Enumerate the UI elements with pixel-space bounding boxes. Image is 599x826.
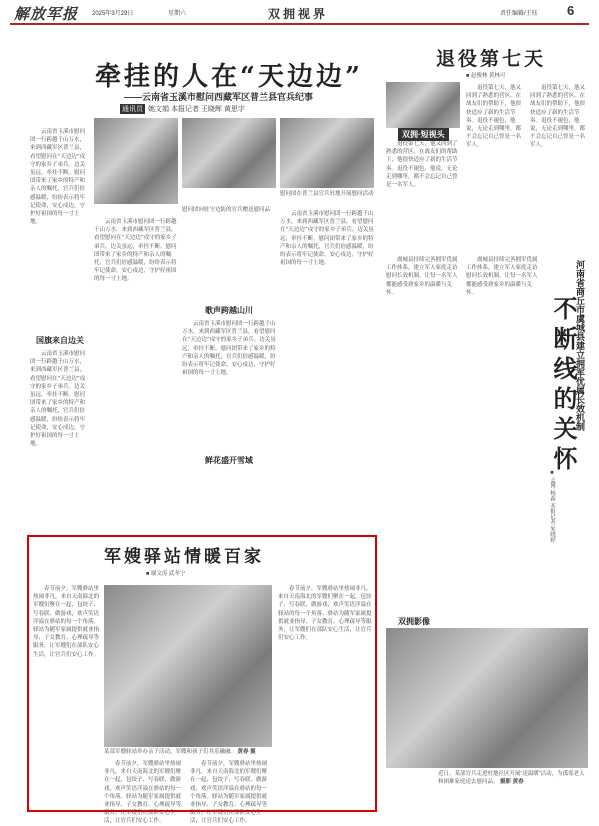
- masthead: 解放军报: [14, 5, 79, 23]
- vert-body-2: 虞城县持续完善拥军优属工作体系，建立军人家庭走访慰问长效机制，让每一名军人都能感受到家乡的温暖与关怀。: [466, 257, 538, 296]
- bottom-body-3: 春节前夕，军嫂驿站里热闹非凡。来自天南海北的军嫂们聚在一起，包饺子、写春联、做游戏，欢声笑语洋溢在驿站的每一个角落。驿站为随军家属提供就业指导、子女教育、心理疏导等服务，让军嫂们在部队安心生活，让官兵们安心工作。: [190, 761, 268, 825]
- issue-date: 2025年3月29日: [92, 11, 134, 17]
- side-col-1: [386, 140, 460, 250]
- vert-col-1: [386, 256, 460, 606]
- main-body-3: 云南省玉溪市慰问团一行跨越千山万水，来到西藏军区普兰县，看望慰问在“天边边”戍守的家乡子弟兵。边关虽远，牵挂不断。慰问团带来了家乡的特产和亲人的嘱托，官兵们倍感温暖，纷纷表示将牢记使命，安心戍边，守护好祖国的每一寸土地。: [182, 321, 276, 377]
- bottom-body-2: 春节前夕，军嫂驿站里热闹非凡。来自天南海北的军嫂们聚在一起，包饺子、写春联、做游戏，欢声笑语洋溢在驿站的每一个角落。驿站为随军家属提供就业指导、子女教育、心理疏导等服务，让军嫂们在部队安心生活，让官兵们安心工作。: [104, 761, 182, 825]
- bottom-col-4: [278, 585, 372, 805]
- side-story-byline: ■ 赵俊林 黄林可: [466, 73, 506, 79]
- vert-story-byline: ■ 孟博 杨淼 本报记者 朱晓婷: [549, 470, 555, 543]
- photo-story-image: [386, 628, 588, 768]
- weekday: 星期六: [168, 11, 187, 17]
- byline-text: 姚文娟 本报记者 王晓辉 黄思宇: [148, 106, 245, 113]
- main-body-1b: 云南省玉溪市慰问团一行跨越千山万水，来到西藏军区普兰县，看望慰问在“天边边”戍守的家乡子弟兵。边关虽远，牵挂不断。慰问团带来了家乡的特产和亲人的嘱托，官兵们倍感温暖，纷纷表示将牢记使命，安心戍边，守护好祖国的每一寸土地。: [30, 351, 86, 448]
- main-body-2: 云南省玉溪市慰问团一行跨越千山万水，来到西藏军区普兰县，看望慰问在“天边边”戍守的家乡子弟兵。边关虽远，牵挂不断。慰问团带来了家乡的特产和亲人的嘱托，官兵们倍感温暖，纷纷表示将牢记使命，安心戍边，守护好祖国的每一寸土地。: [94, 219, 177, 283]
- side-body-2: 退役第七天，他又回到了熟悉的营区。在战友们的帮助下，他很快适应了新的生活节奏。退役不褪色，他说，无论走到哪里，都不会忘记自己曾是一名军人。: [466, 85, 522, 149]
- bottom-col-2: [104, 760, 184, 825]
- bottom-photo: [104, 585, 272, 747]
- side-col-2: [466, 84, 526, 250]
- side-col-3: [530, 84, 588, 250]
- main-subhead-1: 国旗来自边关: [36, 336, 84, 345]
- main-subhead-2: 歌声跨越山川: [205, 306, 253, 315]
- photo-story-caption-text: 近日，某部官兵走进驻地社区开展“送温暖”活动，为孤寡老人和困难家庭送去慰问品。: [438, 771, 585, 785]
- vert-story-subtitle: 河南省商丘市虞城县建立拥军优属长效机制: [575, 260, 585, 431]
- page-number: 6: [567, 3, 575, 18]
- photo-story-caption: [438, 770, 588, 786]
- byline-tag: 通讯员: [122, 106, 143, 113]
- main-col-3: [182, 320, 276, 510]
- side-story-title: 退役第七天: [436, 48, 547, 70]
- main-photo-caption-2: 慰问团向驻守边防的官兵赠送慰问品: [182, 207, 271, 213]
- bottom-story-title: 军嫂驿站情暖百家: [104, 547, 264, 567]
- section-title: 双拥视界: [268, 7, 329, 21]
- vert-body-1: 虞城县持续完善拥军优属工作体系，建立军人家庭走访慰问长效机制，让每一名军人都能感受到家乡的温暖与关怀。: [386, 257, 458, 296]
- main-col-1: [30, 128, 90, 328]
- main-photo-1: [94, 118, 178, 204]
- bottom-body-1: 春节前夕，军嫂驿站里热闹非凡。来自天南海北的军嫂们聚在一起，包饺子、写春联、做游戏，欢声笑语洋溢在驿站的每一个角落。驿站为随军家属提供就业指导、子女教育、心理疏导等服务，让军嫂们在部队安心生活，让官兵们安心工作。: [33, 586, 100, 658]
- main-photo-2: [182, 118, 276, 188]
- main-story-byline: [120, 104, 245, 114]
- side-body-1: 退役第七天，他又回到了熟悉的营区。在战友们的帮助下，他很快适应了新的生活节奏。退役不褪色，他说，无论走到哪里，都不会忘记自己曾是一名军人。: [386, 141, 458, 189]
- side-photo: [386, 82, 460, 128]
- side-story-tag: 双拥·短视头: [398, 128, 449, 141]
- main-col-4: [280, 210, 374, 510]
- vert-story-title: 不断线的关怀: [549, 296, 578, 476]
- bottom-photo-caption: [104, 748, 272, 756]
- main-body-1: 云南省玉溪市慰问团一行跨越千山万水，来到西藏军区普兰县，看望慰问在“天边边”戍守的家乡子弟兵。边关虽远，牵挂不断。慰问团带来了家乡的特产和亲人的嘱托，官兵们倍感温暖，纷纷表示将牢记使命，安心戍边，守护好祖国的每一寸土地。: [30, 129, 86, 226]
- main-story-subtitle: ——云南省玉溪市慰问西藏军区普兰县官兵纪事: [124, 92, 314, 102]
- editor-credit: 责任编辑/王钰: [500, 11, 538, 17]
- bottom-photo-caption-text: 某部军嫂驿站举办亲子活动，军嫂和孩子们其乐融融。: [104, 749, 237, 755]
- main-subhead-3: 鲜花盛开雪域: [205, 456, 253, 465]
- bottom-photo-credit: 黄春 摄: [237, 749, 256, 755]
- header-divider: [10, 23, 589, 25]
- main-story-title: 牵挂的人在“天边边”: [95, 62, 363, 92]
- main-body-4: 云南省玉溪市慰问团一行跨越千山万水，来到西藏军区普兰县，看望慰问在“天边边”戍守的家乡子弟兵。边关虽远，牵挂不断。慰问团带来了家乡的特产和亲人的嘱托，官兵们倍感温暖，纷纷表示将牢记使命，安心戍边，守护好祖国的每一寸土地。: [280, 211, 374, 267]
- bottom-story-byline: ■ 谢文涛 武冬宁: [146, 571, 186, 577]
- main-col-2: [94, 218, 178, 508]
- main-col-1b: [30, 350, 90, 510]
- bottom-col-3: [190, 760, 272, 825]
- photo-story-label: 双拥影像: [398, 617, 430, 626]
- main-photo-3: [280, 118, 374, 188]
- photo-story-credit: 摄影 黄春: [500, 779, 524, 785]
- main-photo-caption-1: 慰问团在普兰县官兵驻地开展慰问活动: [280, 191, 374, 197]
- side-body-3: 退役第七天，他又回到了熟悉的营区。在战友们的帮助下，他很快适应了新的生活节奏。退役不褪色，他说，无论走到哪里，都不会忘记自己曾是一名军人。: [530, 85, 586, 149]
- bottom-col-1: [33, 585, 99, 805]
- bottom-body-4: 春节前夕，军嫂驿站里热闹非凡。来自天南海北的军嫂们聚在一起，包饺子、写春联、做游戏，欢声笑语洋溢在驿站的每一个角落。驿站为随军家属提供就业指导、子女教育、心理疏导等服务，让军嫂们在部队安心生活，让官兵们安心工作。: [278, 586, 372, 642]
- vert-col-2: [466, 256, 540, 606]
